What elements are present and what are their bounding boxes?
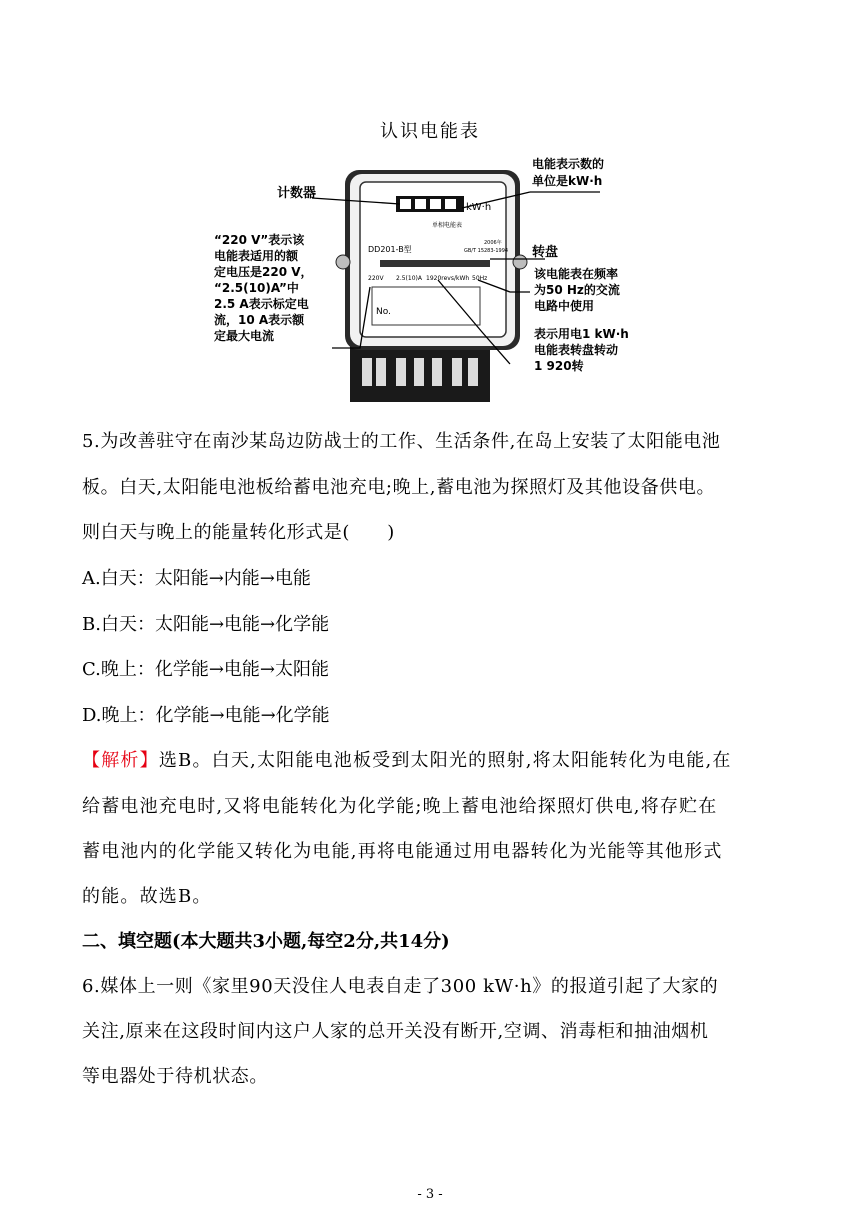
voltage-note-2: 电能表适用的额: [214, 249, 299, 263]
q5-option-b: B.白天：太阳能→电能→化学能: [82, 614, 330, 635]
q5-option-d: D.晚上：化学能→电能→化学能: [82, 705, 330, 726]
analysis-line-1: 【解析】选B。白天,太阳能电池板受到太阳光的照射,将太阳能转化为电能,在: [82, 750, 732, 771]
dial-label: 转盘: [532, 245, 559, 260]
svg-text:2.5(10)A: 2.5(10)A: [396, 275, 422, 282]
analysis-tag: 【解析】: [82, 750, 159, 771]
dial-window: [380, 260, 490, 267]
svg-text:No.: No.: [376, 307, 391, 317]
electric-meter-diagram: [200, 152, 660, 406]
figure-title: 认识电能表: [380, 121, 480, 142]
q5-option-a: A.白天：太阳能→内能→电能: [82, 568, 311, 589]
voltage-note-1: “220 V”表示该: [214, 233, 305, 247]
freq-note-1: 该电能表在频率: [534, 267, 619, 281]
revs-note-2: 电能表转盘转动: [534, 343, 619, 357]
svg-text:GB/T 15283-1994: GB/T 15283-1994: [464, 248, 509, 254]
q6-line-1: 6.媒体上一则《家里90天没住人电表自走了300 kW·h》的报道引起了大家的: [82, 976, 719, 997]
voltage-note-7: 定最大电流: [214, 329, 275, 343]
svg-text:220V: 220V: [368, 275, 384, 282]
electric-meter-figure: [200, 152, 660, 406]
q5-option-c: C.晚上：化学能→电能→太阳能: [82, 659, 330, 680]
revs-note-3: 1 920转: [534, 359, 584, 373]
svg-text:DD201-B型: DD201-B型: [368, 245, 412, 254]
q6-line-2: 关注,原来在这段时间内这户人家的总开关没有断开,空调、消毒柜和抽油烟机: [82, 1021, 709, 1042]
revs-note-1: 表示用电1 kW·h: [534, 327, 629, 341]
svg-text:2006年: 2006年: [484, 240, 502, 246]
svg-text:50Hz: 50Hz: [472, 275, 488, 282]
q6-line-3: 等电器处于待机状态。: [82, 1066, 268, 1087]
freq-note-2: 为50 Hz的交流: [534, 283, 620, 297]
unit-label-line1: 电能表示数的: [532, 157, 605, 171]
section-heading: 二、填空题(本大题共3小题,每空2分,共14分): [82, 931, 450, 952]
analysis-line-2: 给蓄电池充电时,又将电能转化为化学能;晚上蓄电池给探照灯供电,将存贮在: [82, 796, 718, 817]
analysis-line-4: 的能。故选B。: [82, 886, 212, 907]
voltage-note-6: 流，10 A表示额: [214, 313, 305, 327]
q5-line-3: 则白天与晚上的能量转化形式是( ): [82, 522, 395, 543]
q5-line-2: 板。白天,太阳能电池板给蓄电池充电;晚上,蓄电池为探照灯及其他设备供电。: [82, 477, 716, 498]
voltage-note-5: 2.5 A表示标定电: [214, 297, 309, 311]
svg-text:单相电能表: 单相电能表: [432, 222, 463, 229]
freq-note-3: 电路中使用: [534, 299, 595, 313]
svg-text:1920revs/kWh: 1920revs/kWh: [426, 275, 470, 282]
counter-label: 计数器: [277, 186, 317, 201]
unit-label-line2: 单位是kW·h: [532, 174, 603, 188]
meter-unit-text: kW·h: [466, 202, 492, 213]
voltage-note-4: “2.5(10)A”中: [214, 281, 299, 295]
analysis-line-3: 蓄电池内的化学能又转化为电能,再将电能通过用电器转化为光能等其他形式: [82, 841, 723, 862]
page-number: - 3 -: [417, 1187, 443, 1202]
q5-line-1: 5.为改善驻守在南沙某岛边防战士的工作、生活条件,在岛上安装了太阳能电池: [82, 431, 721, 452]
voltage-note-3: 定电压是220 V，: [214, 265, 313, 279]
